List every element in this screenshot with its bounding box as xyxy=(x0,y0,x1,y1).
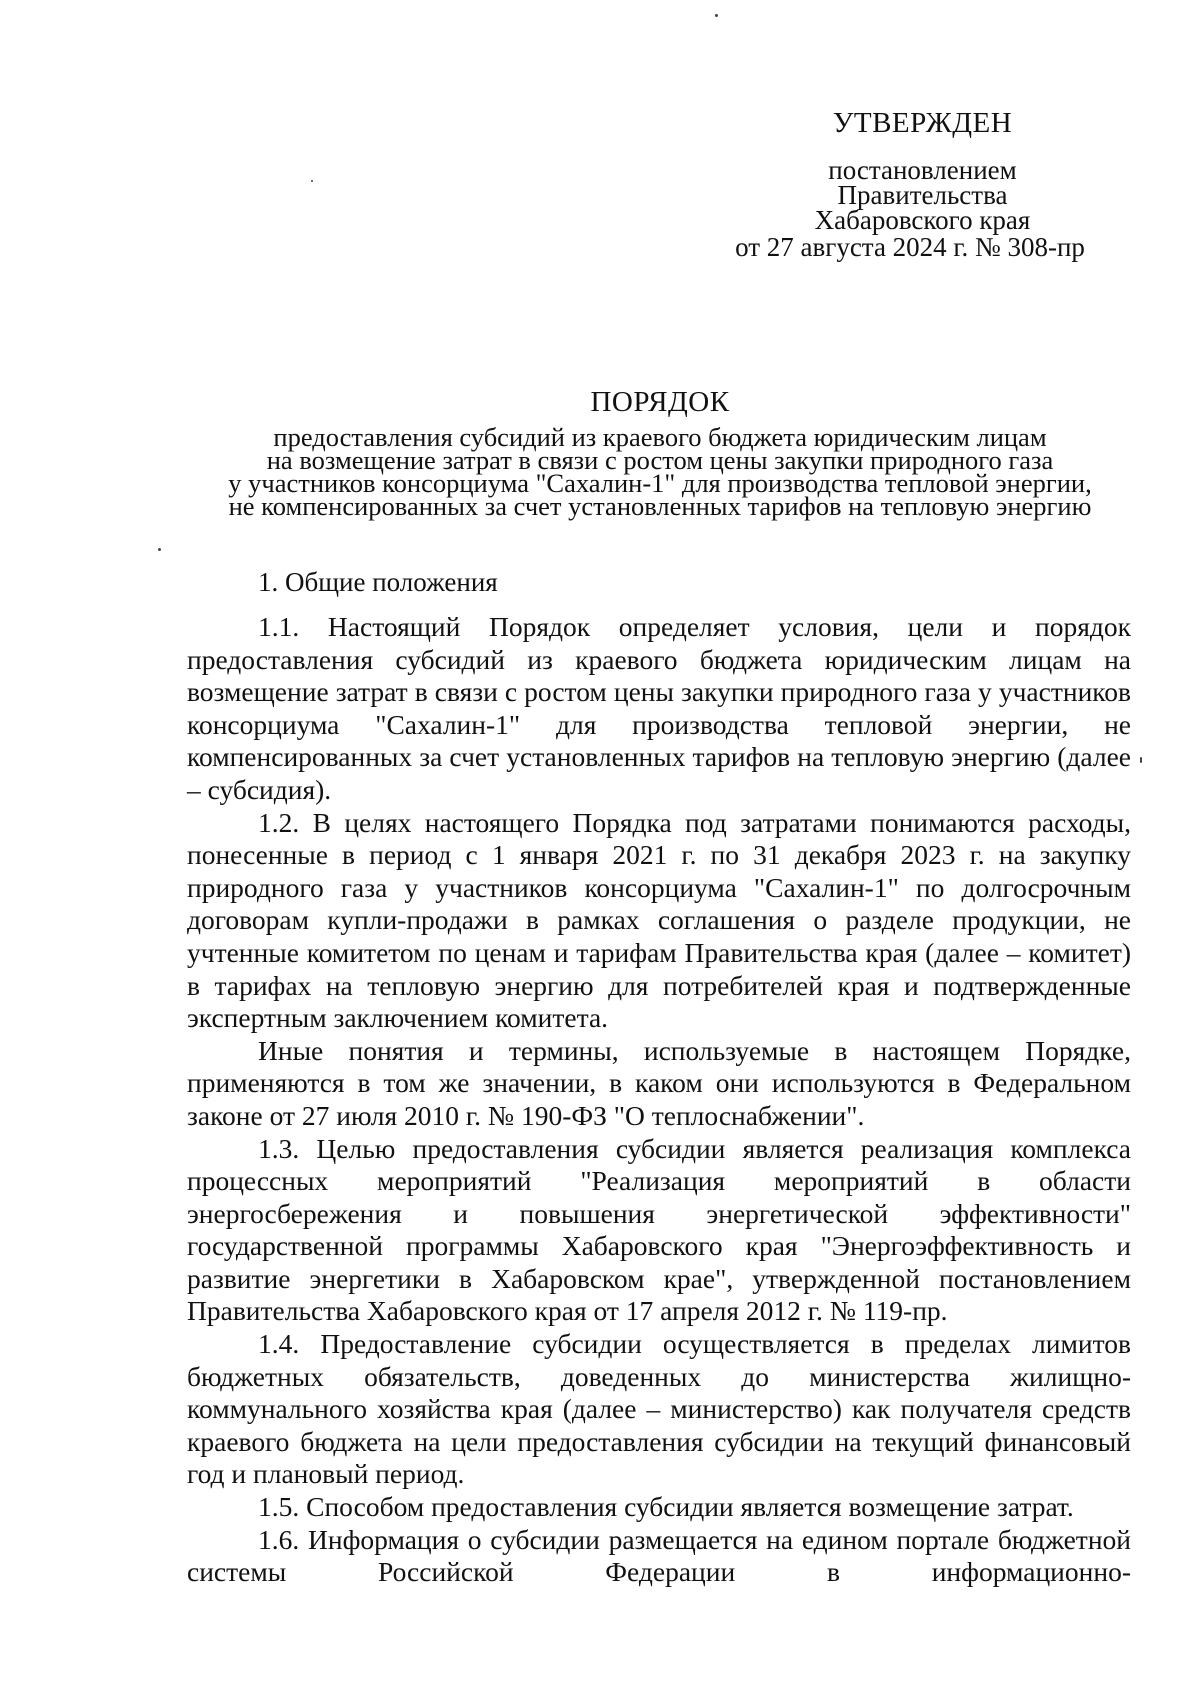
paragraph-1-6: 1.6. Информация о субсидии размещается на едином портале бюджетной системы Российской Федерации в информационно- xyxy=(187,1523,1131,1588)
approval-date: от 27 августа 2024 г. № 308-пр xyxy=(735,232,1085,262)
scan-speck xyxy=(715,14,718,17)
document-body xyxy=(187,611,1131,1589)
scan-speck xyxy=(311,180,313,182)
paragraph-1-2: 1.2. В целях настоящего Порядка под затратами понимаются расходы, понесенные в период с 1 января 2021 г. по 31 декабря 2023 г. на закупку природного газа у участников консорциума "Сахалин-1" по долгосрочным договорам купли-продажи в рамках соглашения о разделе продукции, не учтенные комитетом по ценам и тарифам Правительства края (далее – комитет) в тарифах на тепловую энергию для потребителей края и подтвержденные экспертным заключением комитета. xyxy=(187,806,1131,1034)
approval-line-2: Правительства xyxy=(837,180,1008,210)
subtitle-line: не компенсированных за счет установленных тарифов на тепловую энергию xyxy=(228,491,1092,521)
paragraph-1-3: 1.3. Целью предоставления субсидии является реализация комплекса процессных мероприятий "Реализация мероприятий в области энергосбережения и повышения энергетической эффективности" государственной программы Хабаровского края "Энергоэффективность и развитие энергетики в Хабаровском крае", утвержденной постановлением Правительства Хабаровского края от 17 апреля 2012 г. № 119-пр. xyxy=(187,1132,1131,1327)
document-title: ПОРЯДОК xyxy=(590,386,730,418)
paragraph-1-4: 1.4. Предоставление субсидии осуществляется в пределах лимитов бюджетных обязательств, доведенных до министерства жилищно-коммунального хозяйства края (далее – министерство) как получателя средств краевого бюджета на цели предоставления субсидии на текущий финансовый год и плановый период. xyxy=(187,1328,1131,1490)
subtitle-line: у участников консорциума "Сахалин-1" для производства тепловой энергии, xyxy=(228,468,1092,498)
section-heading: 1. Общие положения xyxy=(258,567,498,597)
scan-speck xyxy=(158,548,161,551)
paragraph-terms: Иные понятия и термины, используемые в настоящем Порядке, применяются в том же значении, в каком они используются в Федеральном законе от 27 июля 2010 г. № 190-ФЗ "О теплоснабжении". xyxy=(187,1034,1131,1131)
approval-heading: УТВЕРЖДЕН xyxy=(832,107,1013,139)
scan-speck xyxy=(1140,757,1142,763)
paragraph-1-1: 1.1. Настоящий Порядок определяет условия, цели и порядок предоставления субсидий из краевого бюджета юридическим лицам на возмещение затрат в связи с ростом цены закупки природного газа у участников консорциума "Сахалин-1" для производства тепловой энергии, не компенсированных за счет установленных тарифов на тепловую энергию (далее – субсидия). xyxy=(187,611,1131,805)
approval-line-3: Хабаровского края xyxy=(814,205,1031,235)
approval-stamp xyxy=(700,106,1145,262)
paragraph-1-5: 1.5. Способом предоставления субсидии является возмещение затрат. xyxy=(258,1491,1074,1523)
subtitle-line: на возмещение затрат в связи с ростом цены закупки природного газа xyxy=(266,445,1054,475)
approval-line-1: постановлением xyxy=(828,155,1017,185)
document-subtitle xyxy=(110,422,1200,521)
subtitle-line: предоставления субсидий из краевого бюджета юридическим лицам xyxy=(273,422,1047,452)
